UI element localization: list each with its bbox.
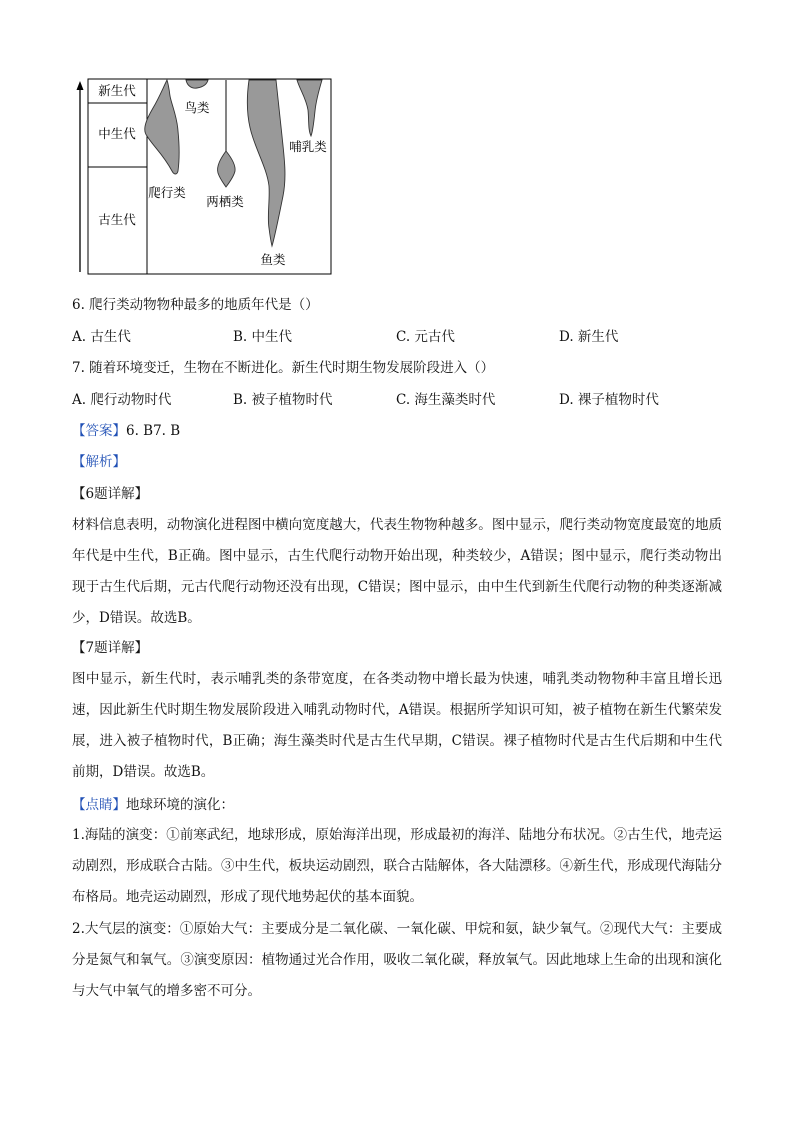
q7-option-c: C. 海生藻类时代 xyxy=(396,392,496,408)
label-amphibian: 两栖类 xyxy=(206,194,244,209)
arrow-head xyxy=(77,81,84,90)
q7-option-b: B. 被子植物时代 xyxy=(233,392,333,408)
mammal-band xyxy=(297,80,322,136)
era-label-paleozoic: 古生代 xyxy=(98,212,136,227)
evolution-figure xyxy=(75,76,333,276)
fish-band xyxy=(247,80,285,246)
bird-band xyxy=(186,80,208,88)
tip-paragraph-1: 1.海陆的演变：①前寒武纪，地球形成，原始海洋出现，形成最初的海洋、陆地分布状况。②古生代，地壳运动剧烈，形成联合古陆。③中生代，板块运动剧烈，联合古陆解体，各大陆漂移。④新生代，形成现代海陆分布格局。地壳运动剧烈，形成了现代地势起伏的基本面貌。 xyxy=(72,827,722,905)
detail-7-body: 图中显示，新生代时，表示哺乳类的条带宽度，在各类动物中增长最为快速，哺乳类动物物种丰富且增长迅速，因此新生代时期生物发展阶段进入哺乳动物时代，A错误。根据所学知识可知，被子植物在新生代繁荣发展，进入被子植物时代，B正确；海生藻类时代是古生代早期，C错误。裸子植物时代是古生代后期和中生代前期，D错误。故选B。 xyxy=(72,671,722,780)
tip-line xyxy=(72,795,234,815)
analysis-label: 【解析】 xyxy=(72,454,126,470)
era-label-mesozoic: 中生代 xyxy=(98,126,136,141)
answer-text: 6. B7. B xyxy=(126,423,181,439)
q7-option-a: A. 爬行动物时代 xyxy=(72,392,172,408)
q6-option-c: C. 元古代 xyxy=(396,329,455,345)
label-reptile: 爬行类 xyxy=(148,185,186,200)
answer-label: 【答案】 xyxy=(72,423,126,439)
label-fish: 鱼类 xyxy=(260,252,286,267)
tip-paragraph-2: 2.大气层的演变：①原始大气：主要成分是二氧化碳、一氧化碳、甲烷和氨，缺少氧气。②现代大气：主要成分是氮气和氧气。③演变原因：植物通过光合作用，吸收二氧化碳，释放氧气。因此地球上生命的出现和演化与大气中氧气的增多密不可分。 xyxy=(72,921,722,999)
tip-title: 地球环境的演化： xyxy=(126,797,234,813)
answer-line xyxy=(72,421,180,441)
era-label-cenozoic: 新生代 xyxy=(98,83,136,98)
label-mammal: 哺乳类 xyxy=(289,139,327,154)
tip-label: 【点睛】 xyxy=(72,797,126,813)
question-6-stem: 6. 爬行类动物物种最多的地质年代是（） xyxy=(72,297,319,313)
q6-option-b: B. 中生代 xyxy=(233,329,293,345)
detail-7-header: 【7题详解】 xyxy=(72,640,149,656)
question-7-stem: 7. 随着环境变迁，生物在不断进化。新生代时期生物发展阶段进入（） xyxy=(72,360,495,376)
evolution-diagram xyxy=(75,76,333,276)
q6-option-d: D. 新生代 xyxy=(559,329,619,345)
amphibian-band xyxy=(218,151,236,187)
label-bird: 鸟类 xyxy=(184,100,210,115)
detail-6-body: 材料信息表明，动物演化进程图中横向宽度越大，代表生物物种越多。图中显示，爬行类动物宽度最宽的地质年代是中生代，B正确。图中显示，古生代爬行动物开始出现，种类较少，A错误；图中显示，爬行类动物出现于古生代后期，元古代爬行动物还没有出现，C错误；图中显示，由中生代到新生代爬行动物的种类逐渐减少，D错误。故选B。 xyxy=(72,517,722,626)
reptile-band xyxy=(145,80,179,174)
detail-6-header: 【6题详解】 xyxy=(72,486,149,502)
q6-option-a: A. 古生代 xyxy=(72,329,131,345)
q7-option-d: D. 裸子植物时代 xyxy=(559,392,659,408)
